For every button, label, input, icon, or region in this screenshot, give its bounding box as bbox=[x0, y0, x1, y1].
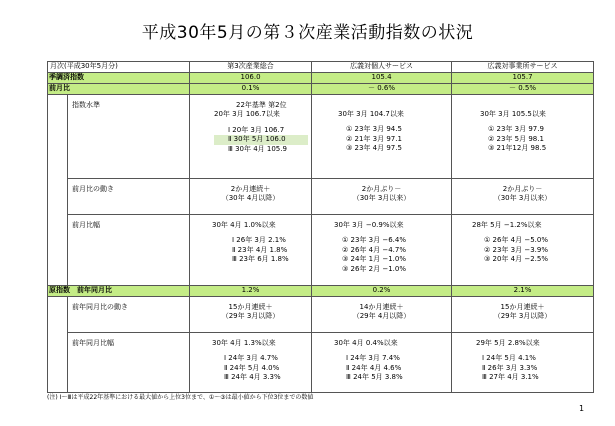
seasonal-v1: 106.0 bbox=[190, 73, 312, 84]
mom-label: 前月比 bbox=[48, 84, 190, 95]
seasonal-row bbox=[48, 73, 594, 84]
header-row bbox=[48, 62, 594, 73]
highlight-current-month: Ⅱ 30年 5月 106.0 bbox=[214, 135, 308, 144]
page-number: 1 bbox=[579, 404, 585, 413]
mom-trend-row: 前月比の動き 2か月連続＋ （30年 4月以降） 2か月ぶり－ （30年 3月以来） 2か月ぶり－ （30年 3月以来） bbox=[48, 179, 594, 215]
yoy-range-label: 前年同月比幅 bbox=[68, 333, 190, 393]
seasonal-label: 季調済指数 bbox=[48, 73, 190, 84]
mom-v1: 0.1% bbox=[190, 84, 312, 95]
header-col2: 広義対個人サービス bbox=[312, 62, 452, 73]
yoy-trend-row: 前年同月比の動き 15か月連続＋ （29年 3月以降） 14か月連続＋ （29年 4月以降） 15か月連続＋ （29年 3月以降） bbox=[48, 297, 594, 333]
mom-v3: － 0.5% bbox=[452, 84, 594, 95]
original-label: 原指数 前年同月比 bbox=[48, 286, 190, 297]
original-v1: 1.2% bbox=[190, 286, 312, 297]
mom-trend-label: 前月比の動き bbox=[68, 179, 190, 215]
original-v2: 0.2% bbox=[312, 286, 452, 297]
yoy-trend-label: 前年同月比の動き bbox=[68, 297, 190, 333]
seasonal-v3: 105.7 bbox=[452, 73, 594, 84]
mom-v2: － 0.6% bbox=[312, 84, 452, 95]
mom-range-row: 前月比幅 30年 4月 1.0%以来 Ⅰ 26年 3月 2.1% Ⅱ 23年 4月 1.8% Ⅲ 23年 6月 1.8% 30年 3月 −0.9%以来 ① 23年 3月 −6.4% ② 26年 4月 −4.7% ③ 24年 1月 −1.0% ③ 26年 2月 −1.0% 28年 5月 −1.2%以来 ① 26年 4月 −5.0% ② 23年 3月 −3.9% ③ 20年 4月 −2.5% bbox=[48, 215, 594, 286]
header-col3: 広義対事業所サービス bbox=[452, 62, 594, 73]
index-level-row: 指数水準 22年基準 第2位 20年 3月 106.7以来 Ⅰ 20年 3月 106.7 Ⅱ 30年 5月 106.0 Ⅲ 30年 4月 105.9 30年 3月 104.7以来 ① 23年 3月 94.5 ② 21年 3月 97.1 ③ 23年 4月 97.5 30年 3月 105.5以来 ① 23年 3月 97.9 ② 23年 5月 98.1 ③ 21年12月 98.5 bbox=[48, 95, 594, 179]
original-row bbox=[48, 286, 594, 297]
seasonal-v2: 105.4 bbox=[312, 73, 452, 84]
activity-index-table bbox=[47, 61, 594, 393]
yoy-range-row: 前年同月比幅 30年 4月 1.3%以来 Ⅰ 24年 3月 4.7% Ⅱ 24年 5月 4.0% Ⅲ 24年 4月 3.3% 30年 4月 0.4%以来 Ⅰ 24年 3月 7.4% Ⅱ 24年 4月 4.6% Ⅲ 24年 5月 3.8% 29年 5月 2.8%以来 Ⅰ 24年 5月 4.1% Ⅱ 26年 3月 3.3% Ⅲ 27年 4月 3.1% bbox=[48, 333, 594, 393]
page-title: 平成30年5月の第３次産業活動指数の状況 bbox=[141, 23, 474, 43]
mom-row bbox=[48, 84, 594, 95]
header-col1: 第3次産業総合 bbox=[190, 62, 312, 73]
original-v3: 2.1% bbox=[452, 286, 594, 297]
index-level-label: 指数水準 bbox=[68, 95, 190, 179]
header-month: 月次(平成30年5月分) bbox=[48, 62, 190, 73]
mom-range-label: 前月比幅 bbox=[68, 215, 190, 286]
footnote: (注) Ⅰ～Ⅲは平成22年基準における最大値から上位3位まで、①～③は最小値から下位3位までの数値 bbox=[47, 394, 314, 401]
